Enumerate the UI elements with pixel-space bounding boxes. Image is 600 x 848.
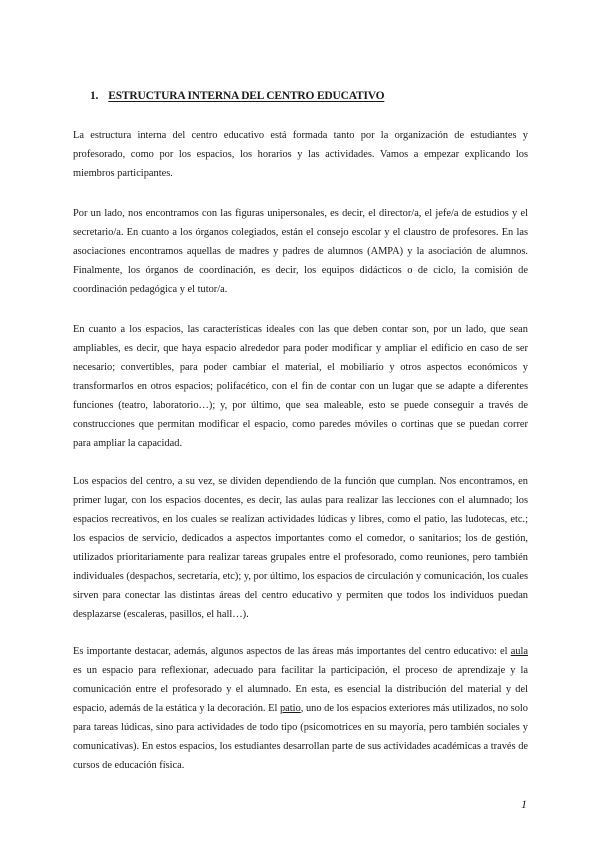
section-heading (90, 89, 384, 103)
paragraph-text: Es importante destacar, además, algunos aspectos de las áreas más importantes del centro educativo: el (73, 646, 511, 657)
page-number: 1 (521, 797, 527, 811)
paragraph-text: , uno de los espacios exteriores más utilizados, no solo para tareas lúdicas, sino para actividades de todo tipo (psicomotrices en su mayoría, pero también sociales y comunicativas). En estos espacios, los estudiantes desarrollan parte de sus actividades académicas a través de cursos de educación física. (73, 703, 528, 771)
term-patio: patio (279, 703, 301, 714)
section-title: ESTRUCTURA INTERNA DEL CENTRO EDUCATIVO (108, 90, 385, 102)
paragraph-members: Por un lado, nos encontramos con las figuras unipersonales, es decir, el director/a, el jefe/a de estudios y el secretario/a. En cuanto a los órganos colegiados, están el consejo escolar y el claustro de profesores. En las asociaciones encontramos aquellas de madres y padres de alumnos (AMPA) y la asociación de alumnos. Finalmente, los órganos de coordinación, es decir, los equipos didácticos o de ciclo, la comisión de coordinación pedagógica y el tutor/a. (73, 208, 528, 295)
paragraph-space-types: Los espacios del centro, a su vez, se dividen dependiendo de la función que cumplan. Nos encontramos, en primer lugar, con los espacios docentes, es decir, las aulas para realizar las lecciones con el alumnado; los espacios recreativos, en los cuales se realizan actividades lúdicas y libres, como el patio, las ludotecas, etc.; los espacios de servicio, dedicados a aspectos importantes como el comedor, o sanitarios; los de gestión, utilizados prioritariamente para realizar tareas grupales entre el profesorado, como reuniones, pero también individuales (despachos, secretaría, etc); y, por último, los espacios de circulación y comunicación, los cuales sirven para conectar las distintas áreas del centro educativo y permiten que todos los individuos puedan desplazarse (escaleras, pasillos, el hall…). (73, 476, 528, 620)
paragraph-important-areas (73, 642, 528, 775)
paragraph-text: es un espacio para reflexionar, adecuado para facilitar la participación, el proceso de aprendizaje y la comunicación entre el profesorado y el alumnado. En esta, es esencial la distribución del material y del espacio, además de la estática y la decoración. El (73, 665, 528, 714)
term-aula: aula (510, 646, 528, 657)
paragraph-intro: La estructura interna del centro educativo está formada tanto por la organización de estudiantes y profesorado, como por los espacios, los horarios y las actividades. Vamos a empezar explicando los miembros participantes. (73, 130, 528, 179)
section-number: 1. (90, 90, 99, 102)
paragraph-spaces: En cuanto a los espacios, las características ideales con las que deben contar son, por un lado, que sean ampliables, es decir, que haya espacio alrededor para poder modificar y ampliar el edificio en caso de ser necesario; convertibles, para poder cambiar el material, el mobiliario y otros aspectos económicos y transformarlos en otros espacios; polifacético, con el fin de contar con un lugar que se adapte a diferentes funciones (teatro, laboratorio…); y, por último, que sea maleable, esto se puede conseguir a través de construcciones que permitan modificar el espacio, como paredes móviles o cortinas que se puedan correr para ampliar la capacidad. (73, 324, 528, 449)
